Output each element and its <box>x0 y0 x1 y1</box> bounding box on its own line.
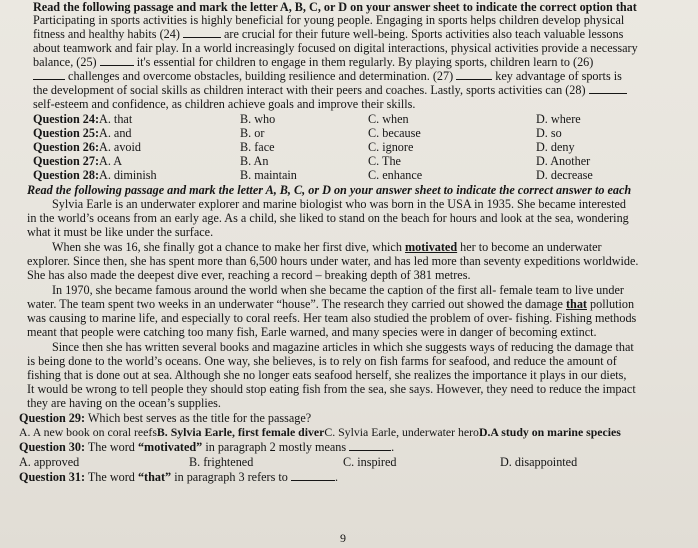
option-a: A. and <box>99 126 132 140</box>
passage1-line <box>33 69 698 83</box>
passage2-line: meant that people were catching too many fish, Earle warned, and many species were in danger of becoming extinct. <box>27 325 597 339</box>
option-b: B. who <box>240 112 276 126</box>
passage1-line: about teamwork and fair play. In a world increasingly focused on digital interactions, physical activities provide a necessary <box>33 41 638 55</box>
blank-28 <box>589 83 627 94</box>
text-segment: it's essential for children to engage in them regularly. By playing sports, children learn to (26) <box>136 55 594 69</box>
question-29-options <box>19 425 698 439</box>
text-segment: When she was 16, she finally got a chance to make her first dive, which <box>52 240 402 254</box>
question-label: Question 29: <box>19 411 86 425</box>
blank-26 <box>33 69 65 80</box>
text-segment: her to become an underwater <box>460 240 602 254</box>
question-label: Question 31: <box>19 470 86 484</box>
option-c: C. inspired <box>343 455 397 469</box>
option-c: C. ignore <box>368 140 414 154</box>
part2-instruction: Read the following passage and mark the letter A, B, C, or D on your answer sheet to indicate the correct answer to each <box>27 183 632 197</box>
passage1-line: Participating in sports activities is highly beneficial for young people. Engaging in sports helps children develop physical <box>33 13 625 27</box>
option-b: B. An <box>240 154 269 168</box>
passage2-line: is being done to the world’s oceans. One way, she believes, is to rely on fish farms for seafood, and reduce the amount of <box>27 354 617 368</box>
option-d: D. Another <box>536 154 591 168</box>
option-c: C. because <box>368 126 421 140</box>
text-segment: fitness and healthy habits (24) <box>33 27 180 41</box>
question-30: Question 30: The word “motivated” in paragraph 2 mostly means . <box>19 440 395 454</box>
question-29 <box>19 411 698 425</box>
text-segment: water. The team spent two weeks in an underwater “house”. The research they carried out showed the damage <box>27 297 563 311</box>
option-a: A. approved <box>19 455 80 469</box>
passage2-line: in the world’s oceans from an early age. As a child, she liked to stand on the beach for hours and look at the sea, wondering <box>27 211 629 225</box>
highlighted-word-that: that <box>565 297 587 311</box>
passage1-line <box>33 27 698 41</box>
text-segment: challenges and overcome obstacles, building resilience and determination. (27) <box>68 69 454 83</box>
text-segment: The word <box>87 440 135 454</box>
passage2-line <box>27 297 698 311</box>
option-b: B. frightened <box>189 455 254 469</box>
text-segment: the development of social skills as children interact with their peers and coaches. Lastly, sports activities can (28) <box>33 83 586 97</box>
text-segment: key advantage of sports is <box>495 69 622 83</box>
option-c: C. enhance <box>368 168 423 182</box>
answer-blank <box>349 440 391 451</box>
answer-blank <box>291 470 335 481</box>
option-d: D.A study on marine species <box>478 425 621 439</box>
passage2-line: fishing that is done out at sea. Although she no longer eats seafood herself, she realizes the importance it plays in our diets, <box>27 368 627 382</box>
blank-27 <box>456 69 492 80</box>
passage1-line: self-esteem and confidence, as children achieve goals and improve their skills. <box>33 97 416 111</box>
question-31: Question 31: The word “that” in paragraph 3 refers to . <box>19 470 338 484</box>
option-b: B. or <box>240 126 265 140</box>
passage2-line: what it must be like under the surface. <box>27 225 214 239</box>
question-label: Question 25: <box>33 126 100 140</box>
question-text: Which best serves as the title for the passage? <box>87 411 312 425</box>
quoted-word: “that” <box>137 470 172 484</box>
passage2-line: Sylvia Earle is an underwater explorer and marine biologist who was born in the USA in 1935. She became interested <box>52 197 627 211</box>
question-label: Question 30: <box>19 440 86 454</box>
text-segment: are crucial for their future well-being. Sports activities also teach valuable lessons <box>224 27 624 41</box>
quoted-word: “motivated” <box>137 440 203 454</box>
blank-25 <box>100 55 134 66</box>
passage1-line <box>33 83 698 97</box>
option-c: C. The <box>368 154 401 168</box>
page-number: 9 <box>340 531 346 545</box>
option-c: C. Sylvia Earle, underwater hero <box>324 425 479 439</box>
passage2-line <box>52 240 698 254</box>
option-a: A. that <box>99 112 133 126</box>
option-a: A. diminish <box>99 168 157 182</box>
highlighted-word-motivated: motivated <box>405 240 458 254</box>
passage2-line: In 1970, she became famous around the world when she became the caption of the first all- female team to live under <box>52 283 624 297</box>
option-b: B. Sylvia Earle, first female diver <box>156 425 325 439</box>
option-c: C. when <box>368 112 409 126</box>
option-a: A. A new book on coral reefs <box>19 425 157 439</box>
text-segment: The word <box>87 470 135 484</box>
option-b: B. face <box>240 140 275 154</box>
option-d: D. disappointed <box>500 455 578 469</box>
passage1-line <box>33 55 698 69</box>
part1-instruction: Read the following passage and mark the letter A, B, C, or D on your answer sheet to indicate the correct option that <box>33 0 637 14</box>
passage2-line: She has also made the deepest dive ever, reaching a record – breaking depth of 381 metres. <box>27 268 471 282</box>
question-label: Question 28: <box>33 168 100 182</box>
text-segment: in paragraph 3 refers to <box>174 470 288 484</box>
passage2-line: was causing to marine life, and especially to coral reefs. Her team also studied the problem of over- fishing. Fishing methods <box>27 311 637 325</box>
passage2-line: they are having on the ocean’s supplies. <box>27 396 221 410</box>
option-d: D. deny <box>536 140 575 154</box>
option-b: B. maintain <box>240 168 297 182</box>
question-label: Question 26: <box>33 140 100 154</box>
text-segment: pollution <box>590 297 635 311</box>
question-label: Question 27: <box>33 154 100 168</box>
text-segment: balance, (25) <box>33 55 97 69</box>
passage2-line: Since then she has written several books and magazine articles in which she suggests ways of reducing the damage that <box>52 340 634 354</box>
option-a: A. A <box>99 154 123 168</box>
passage2-line: explorer. Since then, she has spent more than 6,500 hours under water, and has led more than seventy expeditions worldwide. <box>27 254 639 268</box>
blank-24 <box>183 27 221 38</box>
passage2-line: It would be wrong to tell people they should stop eating fish from the sea, she says. However, they need to reduce the impact <box>27 382 636 396</box>
option-d: D. where <box>536 112 581 126</box>
option-d: D. decrease <box>536 168 593 182</box>
text-segment: in paragraph 2 mostly means <box>205 440 347 454</box>
option-a: A. avoid <box>99 140 142 154</box>
option-d: D. so <box>536 126 562 140</box>
question-label: Question 24: <box>33 112 100 126</box>
